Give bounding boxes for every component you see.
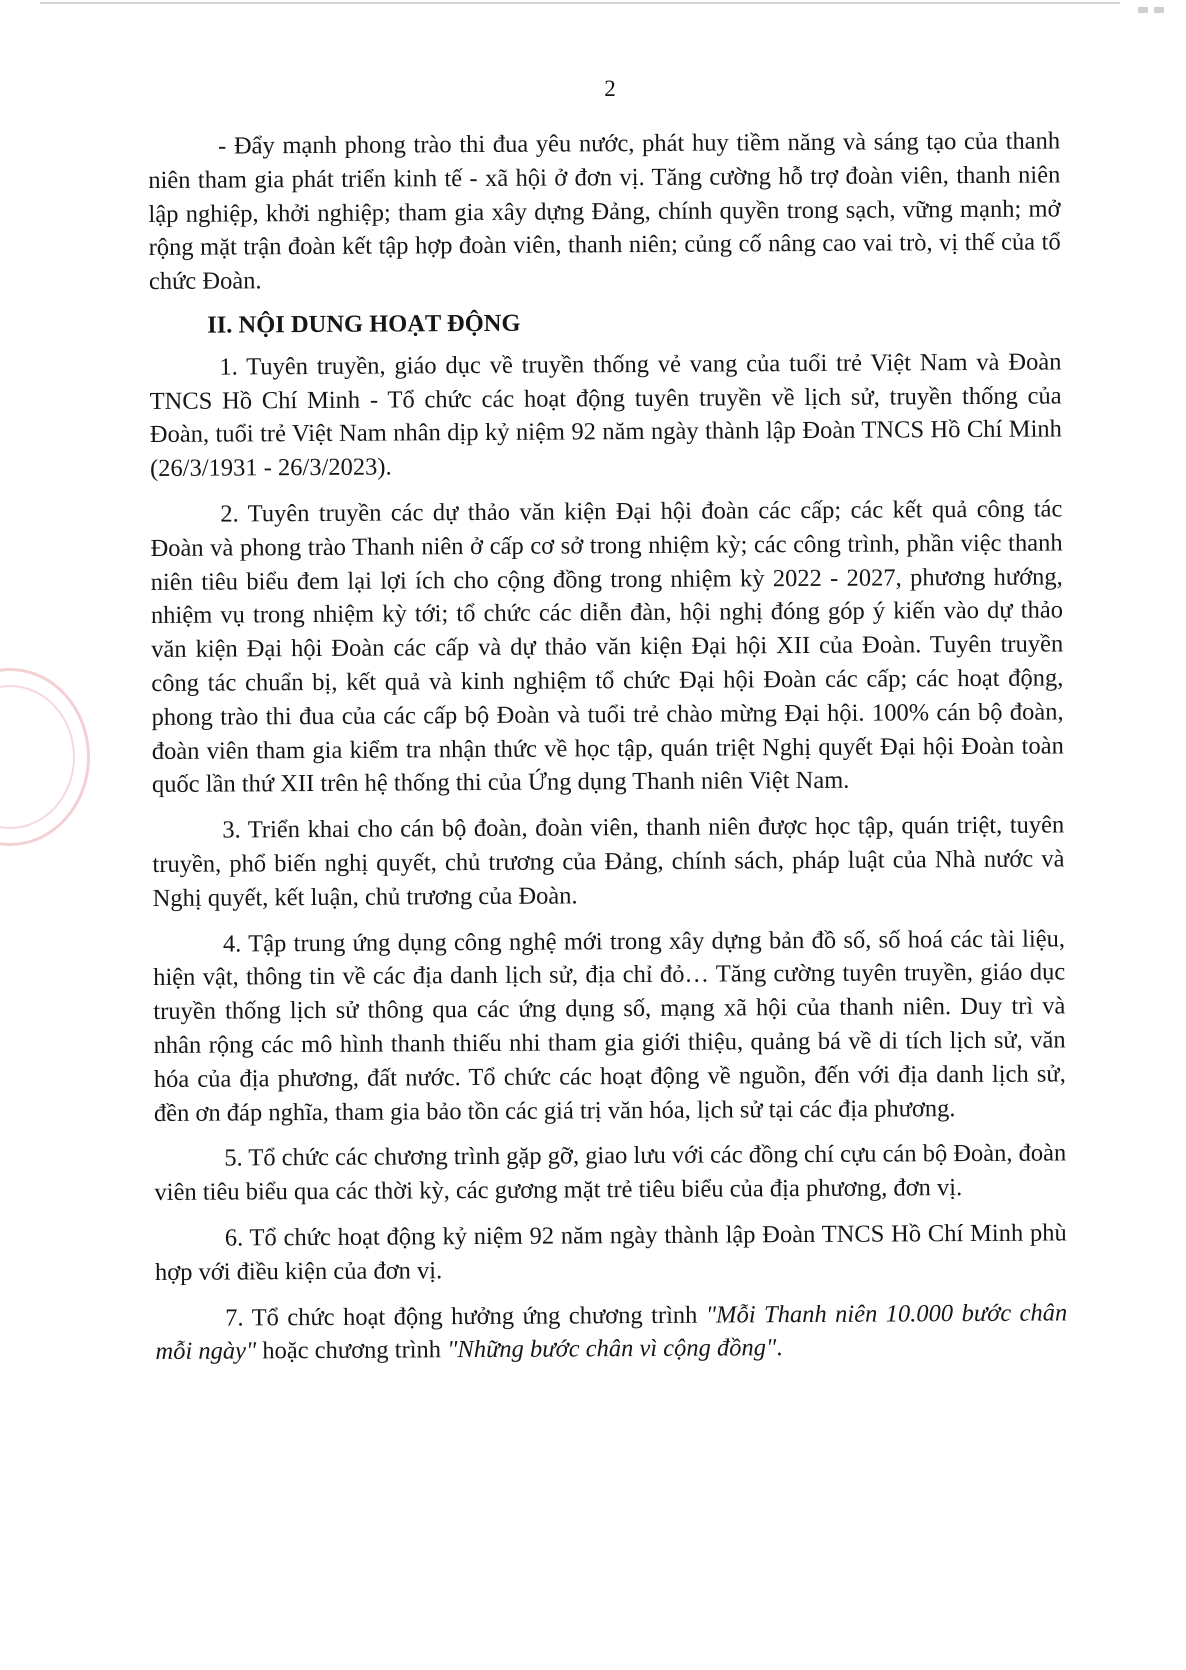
list-item-3: 3. Triển khai cho cán bộ đoàn, đoàn viên, thanh niên được học tập, quán triệt, tuyên truyền, phổ biến nghị quyết, chủ trương của Đảng, chính sách, pháp luật của Nhà nước và Nghị quyết, kết luận, chủ trương của Đoàn. [152, 811, 1065, 912]
page-number: 2 [604, 76, 616, 101]
list-item-7-prefix: 7. Tổ chức hoạt động hưởng ứng chương trình [225, 1301, 706, 1332]
section-heading: II. NỘI DUNG HOẠT ĐỘNG [207, 309, 521, 339]
scan-edge-line [40, 2, 1120, 4]
list-item-5: 5. Tổ chức các chương trình gặp gỡ, giao lưu với các đồng chí cựu cán bộ Đoàn, đoàn viên tiêu biểu qua các thời kỳ, các gương mặt trẻ tiêu biểu của địa phương, đơn vị. [154, 1139, 1067, 1207]
list-item-2: 2. Tuyên truyền các dự thảo văn kiện Đại hội đoàn các cấp; các kết quả công tác Đoàn và phong trào Thanh niên ở cấp cơ sở trong nhiệm kỳ; các công trình, phần việc thanh niên tiêu biểu đem lại lợi ích cho cộng đồng trong nhiệm kỳ 2022 - 2027, phương hướng, nhiệm vụ trong nhiệm kỳ tới; tổ chức các diễn đàn, hội nghị đóng góp ý kiến vào dự thảo văn kiện Đại hội Đoàn các cấp và dự thảo văn kiện Đại hội XII của Đoàn. Tuyên truyền công tác chuẩn bị, kết quả và kinh nghiệm tổ chức Đại hội Đoàn các cấp; các hoạt động, phong trào thi đua của các cấp bộ Đoàn và tuổi trẻ chào mừng Đại hội. 100% cán bộ đoàn, đoàn viên tham gia kiểm tra nhận thức về học tập, quán triệt Nghị quyết Đại hội Đoàn toàn quốc lần thứ XII trên hệ thống thi của Ứng dụng Thanh niên Việt Nam. [150, 495, 1064, 799]
program-name-10000-steps: "Mỗi Thanh niên 10.000 bước chân mỗi ngày" [155, 1298, 1068, 1366]
scan-corner-marks [1132, 0, 1172, 6]
list-item-1: 1. Tuyên truyền, giáo dục về truyền thống vẻ vang của tuổi trẻ Việt Nam và Đoàn TNCS Hồ Chí Minh - Tổ chức các hoạt động tuyên truyền về lịch sử, truyền thống của Đoàn, tuổi trẻ Việt Nam nhân dịp kỷ niệm 92 năm ngày thành lập Đoàn TNCS Hồ Chí Minh (26/3/1931 - 26/3/2023). [149, 348, 1062, 483]
red-seal-stamp [0, 668, 90, 846]
list-item-6: 6. Tổ chức hoạt động kỷ niệm 92 năm ngày thành lập Đoàn TNCS Hồ Chí Minh phù hợp với điều kiện của đơn vị. [154, 1219, 1067, 1286]
red-seal-inner-ring [0, 685, 75, 829]
document-body [148, 124, 1068, 1381]
intro-bullet-paragraph: - Đẩy mạnh phong trào thi đua yêu nước, phát huy tiềm năng và sáng tạo của thanh niên tham gia phát triển kinh tế - xã hội ở đơn vị. Tăng cường hỗ trợ đoàn viên, thanh niên lập nghiệp, khởi nghiệp; tham gia xây dựng Đảng, chính quyền trong sạch, vững mạnh; mở rộng mặt trận đoàn kết tập hợp đoàn viên, thanh niên; củng cố nâng cao vai trò, vị thế của tổ chức Đoàn. [148, 127, 1061, 296]
list-item-7 [155, 1296, 1067, 1369]
list-item-7-middle: hoặc chương trình [256, 1336, 448, 1365]
list-item-7-suffix: . [776, 1334, 783, 1362]
list-item-4: 4. Tập trung ứng dụng công nghệ mới trong xây dựng bản đồ số, số hoá các tài liệu, hiện vật, thông tin về các địa danh lịch sử, địa chỉ đỏ… Tăng cường tuyên truyền, giáo dục truyền thống lịch sử thông qua các ứng dụng số, mạng xã hội của thanh niên. Duy trì và nhân rộng các mô hình thanh thiếu nhi tham gia giới thiệu, quảng bá về di tích lịch sử, văn hóa của địa phương, đất nước. Tổ chức các hoạt động về nguồn, đến với địa danh lịch sử, đền ơn đáp nghĩa, tham gia bảo tồn các giá trị văn hóa, lịch sử tại các địa phương. [153, 924, 1066, 1127]
program-name-community-steps: "Những bước chân vì cộng đồng" [447, 1334, 777, 1364]
